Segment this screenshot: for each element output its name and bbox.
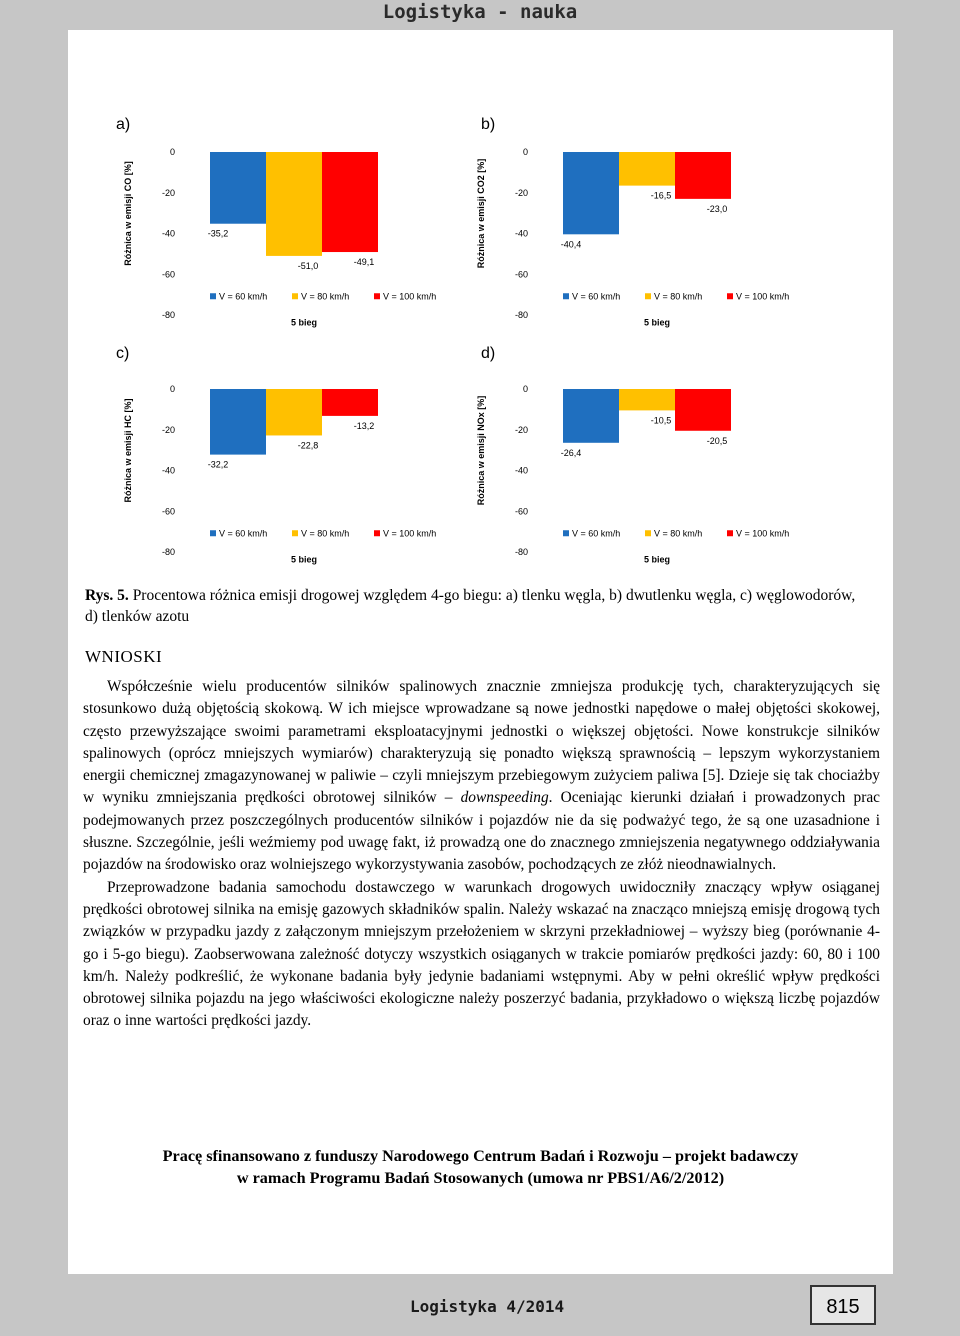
- bar: [619, 389, 675, 410]
- page-number: 815: [810, 1285, 876, 1325]
- y-tick-label: -80: [161, 547, 175, 557]
- legend-entry: V = 100 km/h: [383, 528, 437, 539]
- y-tick-label: -40: [161, 228, 175, 239]
- legend-entry: V = 80 km/h: [301, 528, 350, 539]
- bar: [266, 389, 322, 435]
- y-tick-label: -80: [514, 310, 528, 320]
- data-label: -16,5: [650, 190, 672, 201]
- paragraph: Przeprowadzone badania samochodu dostawczego w warunkach drogowych uwidoczniły znaczący wpływ osiąganej prędkości obrotowej silnika na emisję gazowych składników spalin. Należy wskazać na znacząco mniejszą emisję drogową tych związków w przypadku jazdy z załączonym mniejszym przełożeniem w skrzyni przekładniowej – wyższy bieg (porównanie 4-go i 5-go biegu). Zaobserwowana zależność dotyczy wszystkich osiąganych w trakcie pomiarów prędkości jazdy: 60, 80 i 100 km/h. Należy podkreślić, że wykonane badania były jedynie badaniami wstępnymi. Aby w pełni określić wpływ prędkości obrotowej silnika pojazdu na jego właściwości ekologiczne należy poszerzyć badania, przykładowo o większą liczbę pojazdów oraz o inne wartości prędkości jazdy.: [83, 878, 880, 1030]
- footer-journal-issue: Logistyka 4/2014: [410, 1297, 565, 1316]
- legend-swatch: [210, 530, 216, 536]
- bar: [563, 389, 619, 443]
- bar: [210, 152, 266, 224]
- legend-swatch: [210, 293, 216, 299]
- chart-panel-c: [118, 345, 473, 575]
- legend-swatch: [727, 530, 733, 536]
- figure-caption: [85, 585, 860, 627]
- legend-swatch: [374, 293, 380, 299]
- bar-chart-co: [118, 108, 473, 338]
- legend-entry: V = 100 km/h: [736, 291, 790, 302]
- conclusions-body: [83, 676, 880, 1033]
- legend-entry: V = 60 km/h: [572, 528, 621, 539]
- y-tick-label: -40: [161, 465, 175, 476]
- data-label: -23,0: [706, 203, 728, 214]
- legend-swatch: [563, 530, 569, 536]
- y-tick-label: -20: [514, 424, 528, 435]
- legend-swatch: [645, 293, 651, 299]
- bar-chart-hc: [118, 345, 473, 575]
- article-page: [68, 30, 893, 1274]
- y-tick-label: 0: [169, 384, 175, 394]
- bar: [675, 152, 731, 199]
- y-tick-label: -40: [514, 465, 528, 476]
- y-tick-label: 0: [522, 147, 528, 157]
- y-tick-label: 0: [522, 384, 528, 394]
- bar: [322, 389, 378, 416]
- bar: [675, 389, 731, 431]
- data-label: -10,5: [650, 415, 672, 426]
- data-label: -26,4: [560, 447, 582, 458]
- data-label: -20,5: [706, 435, 728, 446]
- paragraph-text: Współcześnie wielu producentów silników spalinowych znacznie zmniejsza produkcję tych, charakteryzujących się stosunkowo dużą objętością skokową. W ich miejsce wprowadzane są nowe jednostki napędowe o małej objętości skokowej, często przewyższające swoimi parametrami eksploatacyjnymi jednostki o większej objętości. Nowe konstrukcje silników spalinowych (oprócz mniejszych wymiarów) charakteryzują się ponadto większą sprawnością – lepszym wykorzystaniem energii chemicznej zmagazynowanej w paliwie – czyli mniejszym przebiegowym zużyciem paliwa [5]. Dzieje się tak chociażby w wyniku zmniejszania prędkości obrotowej silników –: [83, 678, 880, 807]
- y-axis-label: Różnica w emisji NOx [%]: [476, 395, 486, 506]
- bar: [266, 152, 322, 256]
- legend-swatch: [292, 293, 298, 299]
- y-tick-label: -60: [514, 506, 528, 517]
- y-tick-label: -60: [161, 269, 175, 280]
- x-axis-label: 5 bieg: [290, 554, 318, 565]
- legend-entry: V = 80 km/h: [301, 291, 350, 302]
- y-tick-label: -40: [514, 228, 528, 239]
- legend-swatch: [563, 293, 569, 299]
- figure-caption-text: Procentowa różnica emisji drogowej względem 4-go biegu: a) tlenku węgla, b) dwutlenku węgla, c) węglowodorów, d) tlenków azotu: [85, 587, 856, 625]
- y-tick-label: -60: [161, 506, 175, 517]
- x-axis-label: 5 bieg: [290, 317, 318, 328]
- y-tick-label: 0: [169, 147, 175, 157]
- y-tick-label: -20: [161, 424, 175, 435]
- legend-entry: V = 100 km/h: [736, 528, 790, 539]
- y-tick-label: -60: [514, 269, 528, 280]
- legend-swatch: [645, 530, 651, 536]
- legend-swatch: [374, 530, 380, 536]
- bar: [619, 152, 675, 186]
- paragraph: [83, 676, 880, 877]
- data-label: -51,0: [297, 260, 319, 271]
- panel-label: a): [116, 116, 131, 133]
- funding-line: w ramach Programu Badań Stosowanych (umowa nr PBS1/A6/2/2012): [236, 1169, 725, 1187]
- data-label: -40,4: [560, 239, 582, 250]
- y-tick-label: -80: [514, 547, 528, 557]
- figure-caption-label: Rys. 5.: [85, 587, 129, 604]
- chart-panel-b: [471, 108, 826, 338]
- journal-section-header: Logistyka - nauka: [382, 1, 578, 23]
- panel-label: c): [116, 345, 130, 362]
- data-label: -35,2: [207, 228, 229, 239]
- y-tick-label: -80: [161, 310, 175, 320]
- y-axis-label: Różnica w emisji CO [%]: [123, 161, 133, 266]
- legend-entry: V = 60 km/h: [219, 291, 268, 302]
- panel-label: b): [481, 116, 496, 133]
- legend-swatch: [727, 293, 733, 299]
- legend-swatch: [292, 530, 298, 536]
- bar: [210, 389, 266, 455]
- section-title: WNIOSKI: [85, 647, 163, 666]
- funding-line: Pracę sfinansowano z funduszy Narodowego Centrum Badań i Rozwoju – projekt badawczy: [162, 1147, 799, 1165]
- chart-panel-d: [471, 345, 826, 575]
- bar: [563, 152, 619, 234]
- x-axis-label: 5 bieg: [643, 554, 671, 565]
- legend-entry: V = 80 km/h: [654, 291, 703, 302]
- panel-label: d): [481, 345, 496, 362]
- y-tick-label: -20: [514, 187, 528, 198]
- chart-panel-a: [118, 108, 473, 338]
- y-axis-label: Różnica w emisji CO2 [%]: [476, 158, 486, 269]
- bar-chart-co2: [471, 108, 826, 338]
- data-label: -22,8: [297, 440, 319, 451]
- bar: [322, 152, 378, 252]
- y-tick-label: -20: [161, 187, 175, 198]
- x-axis-label: 5 bieg: [643, 317, 671, 328]
- data-label: -32,2: [207, 459, 229, 470]
- legend-entry: V = 80 km/h: [654, 528, 703, 539]
- funding-note: [68, 1145, 893, 1189]
- paragraph-emphasis: downspeeding: [460, 789, 549, 807]
- bar-chart-nox: [471, 345, 826, 575]
- y-axis-label: Różnica w emisji HC [%]: [123, 398, 133, 503]
- legend-entry: V = 60 km/h: [219, 528, 268, 539]
- legend-entry: V = 60 km/h: [572, 291, 621, 302]
- paragraph-text: . Oceniając kierunki działań i prowadzonych prac podejmowanych przez poszczególnych producentów silników i pojazdów nie da się podważyć tego, że są one uzasadnione i słuszne. Szczególnie, jeśli weźmiemy pod uwagę fakt, iż prowadzą one do znacznego zmniejszenia negatywnego oddziaływania pojazdów na środowisko oraz wolniejszego wykorzystywania zasobów, pochodzących ze złóż nieodnawialnych.: [83, 789, 880, 874]
- data-label: -13,2: [353, 420, 375, 431]
- legend-entry: V = 100 km/h: [383, 291, 437, 302]
- data-label: -49,1: [353, 257, 375, 268]
